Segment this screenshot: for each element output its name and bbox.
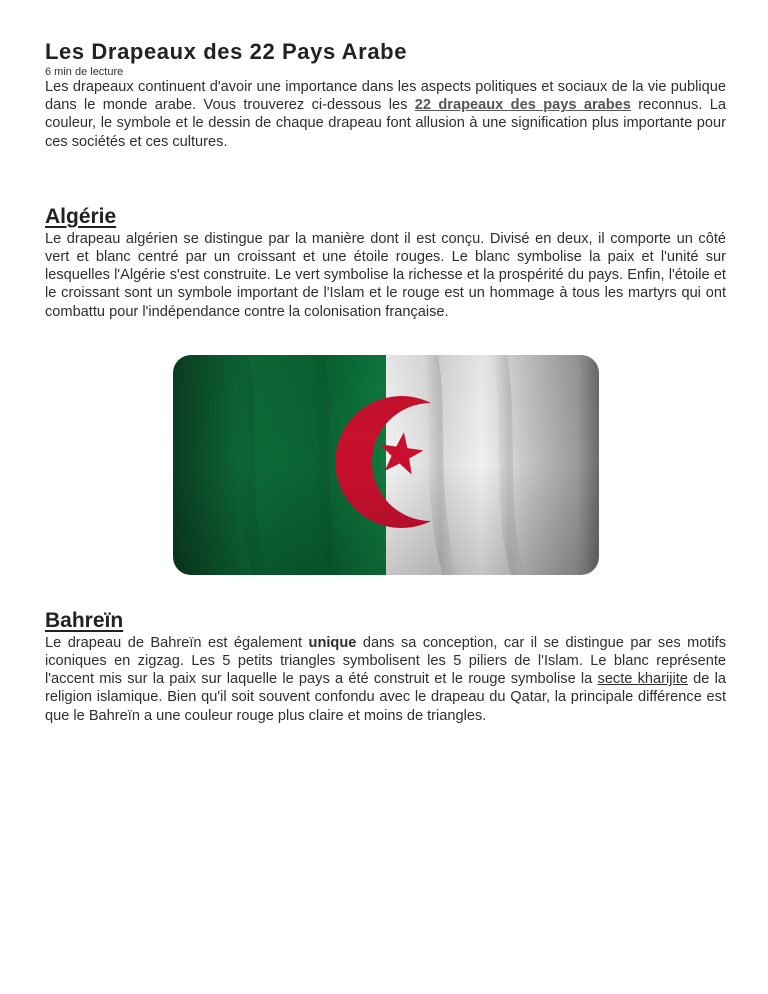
bahrain-heading: Bahreïn <box>45 608 124 632</box>
bahrain-bold-word: unique <box>308 634 357 651</box>
algeria-flag-image <box>173 355 599 575</box>
intro-text-after: reconnus. La couleur, le symbole et le dessin de chaque drapeau font allusion à une signification plus importante pour ces sociétés et ces cultures. <box>45 97 726 150</box>
bahrain-paragraph <box>45 634 726 725</box>
bahrain-text-2: dans sa conception, car il se distingue par ses motifs iconiques en zigzag. Les 5 petits triangles symbolisent les 5 piliers de l'Islam. Le blanc représente l'accent mis sur la paix sur laquelle le pays a été construit et le rouge symbolise la <box>45 634 726 688</box>
article <box>45 38 726 725</box>
bahrain-text-3: de la religion islamique. Bien qu'il soit souvent confondu avec le drapeau du Qatar, la principale différence est que le Bahreïn a une couleur rouge plus claire et moins de triangles. <box>45 671 726 724</box>
arab-flags-link[interactable]: 22 drapeaux des pays arabes <box>414 97 631 114</box>
intro-paragraph <box>45 78 726 151</box>
reading-time: 6 min de lecture <box>45 66 124 78</box>
algeria-paragraph: Le drapeau algérien se distingue par la manière dont il est conçu. Divisé en deux, il comporte un côté vert et blanc centré par un croissant et une étoile rouges. Le blanc symbolise la paix et l'unité sur lesquelles l'Algérie s'est construite. Le vert symbolise la richesse et la prospérité du pays. Enfin, l'étoile et le croissant sont un symbole important de l'Islam et le rouge est un hommage à tous les martyrs qui ont combattu pour l'indépendance contre la colonisation française. <box>45 230 726 320</box>
algeria-heading: Algérie <box>45 204 117 228</box>
kharijite-link[interactable]: secte kharijite <box>597 671 688 688</box>
page-title: Les Drapeaux des 22 Pays Arabe <box>45 39 408 64</box>
intro-text-before: Les drapeaux continuent d'avoir une importance dans les aspects politiques et sociaux de la vie publique dans le monde arabe. Vous trouverez ci-dessous les <box>45 79 726 114</box>
bahrain-text-1: Le drapeau de Bahreïn est également <box>45 634 309 651</box>
